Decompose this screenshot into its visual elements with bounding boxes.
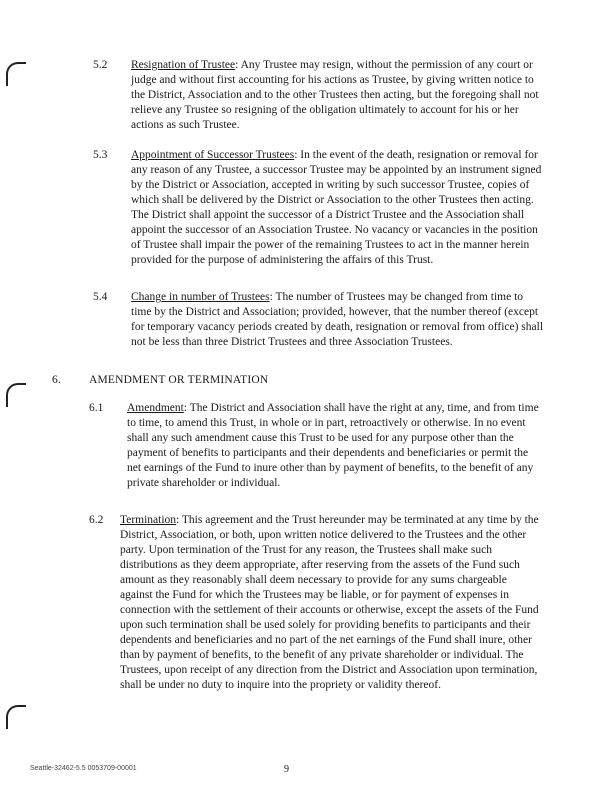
section-number: 6.2 (89, 514, 104, 526)
article-number: 6. (52, 374, 62, 386)
section-heading: Amendment (127, 402, 184, 414)
hole-punch-mark (6, 705, 26, 729)
page-number: 9 (284, 764, 289, 775)
section-number: 5.4 (93, 291, 108, 303)
hole-punch-mark (6, 62, 26, 86)
section-heading: Termination (120, 514, 177, 526)
section-body: : Any Trustee may resign, without the permission of any court or judge and without first accounting for his actions as Trustee, by giving written notice to the District, Association and to the other Trustees then acting, but the foregoing shall not relieve any Trustee so resigning of the obligation ultimately to account for his or her actions as such Trustee. (131, 59, 539, 131)
section-body: : This agreement and the Trust hereunder may be terminated at any time by the District, Association, or both, upon written notice delivered to the Trustees and the other party. Upon termination of the Trust for any reason, the Trustees shall make such distributions as they deem appropriate, after reserving from the assets of the Fund such amount as they reasonably shall deem necessary to provide for any sums chargeable against the Fund for which the Trustees may be liable, or for payment of expenses in connection with the settlement of their accounts or otherwise, except the assets of the Fund upon such termination shall be used solely for providing benefits to participants and their dependents and beneficiaries and no part of the net earnings of the Fund shall inure, other than by payment of benefits, to the benefit of any private shareholder or individual. The Trustees, upon receipt of any direction from the District and Association upon termination, shall be under no duty to inquire into the propriety or validity thereof. (120, 514, 539, 691)
article-title: AMENDMENT OR TERMINATION (89, 374, 269, 386)
paragraph-amendment (127, 401, 540, 491)
section-body: : In the event of the death, resignation or removal for any reason of any Trustee, a successor Trustee may be appointed by an instrument signed by the District or Association, accepted in writing by such successor Trustee, copies of which shall be delivered by the District or Association to the other Trustees then acting. The District shall appoint the successor of a District Trustee and the Association shall appoint the successor of an Association Trustee. No vacancy or vacancies in the position of Trustee shall impair the power of the remaining Trustees to act in the manner herein provided for the purpose of administering the affairs of this Trust. (131, 149, 542, 266)
paragraph-number-of-trustees (131, 290, 544, 350)
hole-punch-mark (6, 383, 26, 407)
paragraph-resignation (131, 58, 544, 133)
section-heading: Change in number of Trustees (131, 291, 270, 303)
section-number: 6.1 (89, 402, 104, 414)
section-body: : The District and Association shall have the right at any, time, and from time to time, to amend this Trust, in whole or in part, retroactively or otherwise. In no event shall any such amendment cause this Trust to be used for any purpose other than the payment of benefits to participants and their dependents and beneficiaries or permit the net earnings of the Fund to inure other than by payment of benefits, to the benefit of any private shareholder or individual. (127, 402, 539, 489)
section-number: 5.3 (93, 149, 108, 161)
document-id-footer: Seattle-32462-5.5 0053709-00001 (30, 765, 137, 772)
paragraph-termination (120, 513, 540, 693)
section-body: : The number of Trustees may be changed from time to time by the District and Association; provided, however, that the number thereof (except for temporary vacancy periods created by death, resignation or removal from office) shall not be less than three District Trustees and three Association Trustees. (131, 291, 544, 348)
section-heading: Resignation of Trustee (131, 59, 236, 71)
section-number: 5.2 (93, 59, 108, 71)
paragraph-successor-trustees (131, 148, 544, 268)
section-heading: Appointment of Successor Trustees (131, 149, 295, 161)
